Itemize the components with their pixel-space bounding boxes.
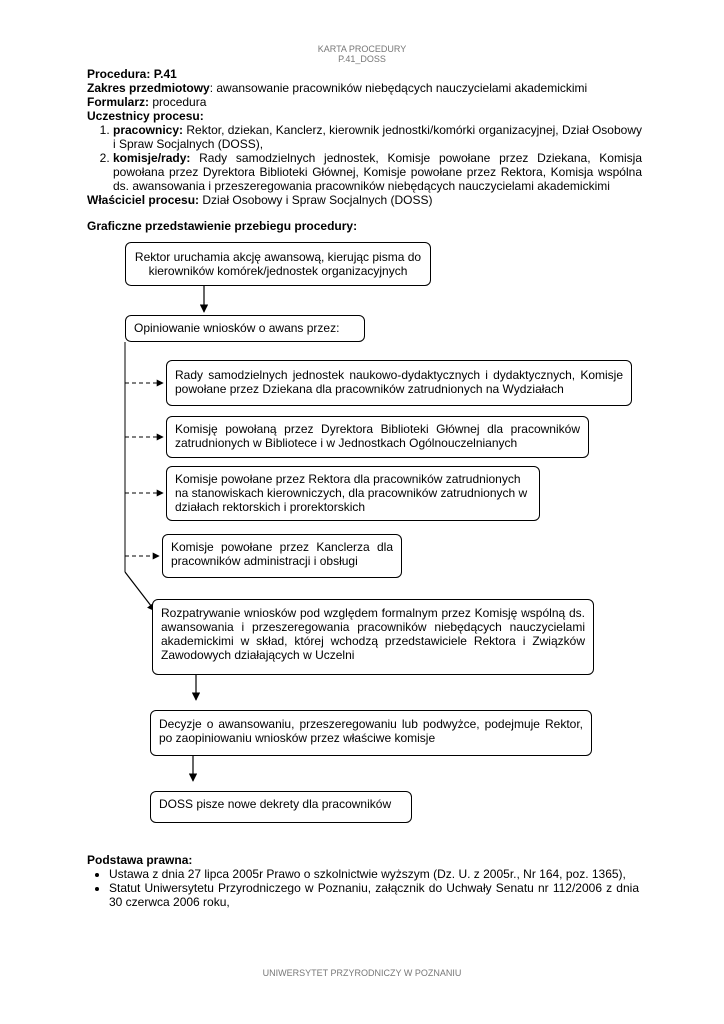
- flowchart-heading: Graficzne przedstawienie przebiegu procedury:: [87, 219, 358, 233]
- legal-list: [87, 867, 639, 909]
- flow-step-opinion: Opiniowanie wniosków o awans przez:: [125, 315, 365, 342]
- form-value: procedura: [152, 95, 207, 109]
- page-header-title: KARTA PROCEDURY: [317, 44, 407, 54]
- procedure-label: Procedura:: [87, 67, 151, 81]
- legal-heading: Podstawa prawna:: [87, 853, 193, 867]
- scope-value: : awansowanie pracowników niebędących nauczycielami akademickimi: [209, 81, 588, 95]
- owner-value: Dział Osobowy i Spraw Socjalnych (DOSS): [202, 193, 433, 207]
- participant-text: Rady samodzielnych jednostek, Komisje powołane przez Dziekana, Komisja powołana przez Dyrektora Biblioteki Głównej, Komisje powołane przez Rektora, Komisja wspólna ds. awansowania i przeszeregowania pracowników niebędących nauczycielami akademickimi: [113, 151, 642, 193]
- owner-label: Właściciel procesu:: [87, 193, 200, 207]
- legal-basis: [87, 853, 639, 909]
- flow-body-chancellor: Komisje powołane przez Kanclerza dla pracowników administracji i obsługi: [162, 534, 402, 578]
- page-footer: UNIWERSYTET PRZYRODNICZY W POZNANIU: [262, 968, 462, 978]
- flow-step-final: DOSS pisze nowe dekrety dla pracowników: [150, 791, 412, 823]
- legal-item: • Ustawa z dnia 27 lipca 2005r Prawo o szkolnictwie wyższym (Dz. U. z 2005r., Nr 164, poz. 1365),: [109, 867, 639, 881]
- procedure-value: P.41: [153, 67, 177, 81]
- flow-body-departments: Rady samodzielnych jednostek naukowo-dydaktycznych i dydaktycznych, Komisje powołane przez Dziekana dla pracowników zatrudnionych na Wydziałach: [166, 360, 632, 406]
- arrow-to-review: [125, 572, 155, 611]
- scope-label: Zakres przedmiotowy: [87, 81, 210, 95]
- participant-text: Rektor, dziekan, Kanclerz, kierownik jednostki/komórki organizacyjnej, Dział Osobowy i Spraw Socjalnych (DOSS),: [113, 123, 642, 151]
- participant-label: komisje/rady:: [113, 151, 191, 165]
- flow-step-decision: Decyzje o awansowaniu, przeszeregowaniu lub podwyżce, podejmuje Rektor, po zaopiniowaniu wniosków przez właściwe komisje: [150, 710, 592, 756]
- participants-label: Uczestnicy procesu:: [87, 109, 204, 123]
- participant-label: pracownicy:: [113, 123, 184, 137]
- flow-step-start: Rektor uruchamia akcję awansową, kierując pisma do kierowników komórek/jednostek organizacyjnych: [125, 242, 431, 286]
- flow-step-review: Rozpatrywanie wniosków pod względem formalnym przez Komisję wspólną ds. awansowania i przeszeregowania pracowników niebędących nauczycielami akademickimi w skład, której wchodzą przedstawiciele Rektora i Związków Zawodowych działających w Uczelni: [152, 599, 594, 675]
- flow-body-library: Komisję powołaną przez Dyrektora Biblioteki Głównej dla pracowników zatrudnionych w Bibliotece i w Jednostkach Ogólnouczelnianych: [166, 416, 589, 458]
- form-label: Formularz:: [87, 95, 150, 109]
- page-header-code: P.41_DOSS: [338, 54, 386, 64]
- flow-body-rector: Komisje powołane przez Rektora dla pracowników zatrudnionych na stanowiskach kierowniczych, dla pracowników zatrudnionych w działach rektorskich i prorektorskich: [166, 466, 540, 521]
- legal-item: • Statut Uniwersytetu Przyrodniczego w Poznaniu, załącznik do Uchwały Senatu nr 112/2006 z dnia 30 czerwca 2006 roku,: [109, 881, 639, 909]
